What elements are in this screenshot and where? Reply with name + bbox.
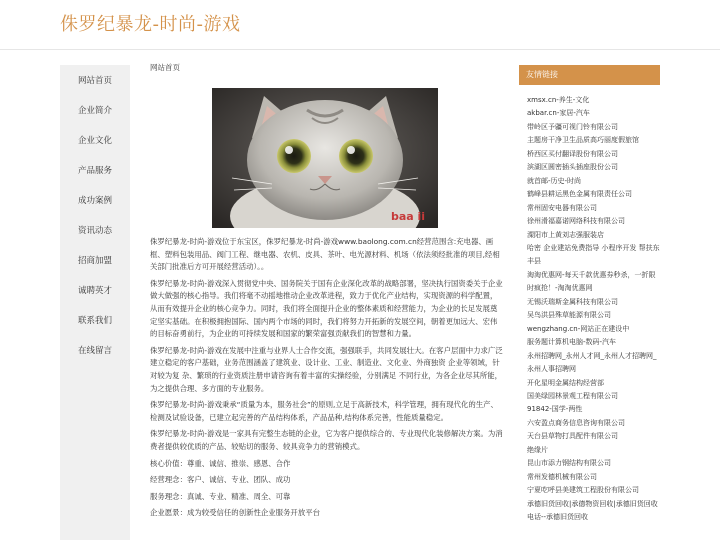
site-header xyxy=(0,0,720,50)
friend-link[interactable]: akbar.cn-家居-汽车 xyxy=(527,109,590,118)
cat-photo xyxy=(212,88,438,228)
friend-link[interactable]: 天台县草物打具配件有限公司 xyxy=(527,432,618,441)
friend-link[interactable]: 91842-国学-两性 xyxy=(527,405,583,414)
site-title[interactable]: 侏罗纪暴龙-时尚-游戏 xyxy=(60,14,241,35)
sidebar-item-home[interactable]: 网站首页 xyxy=(77,76,112,86)
reform-paragraph: 侏罗纪暴龙-时尚-游戏深入贯彻党中央、国务院关于国有企业深化改革的战略部署，坚决执行国资委关于企业做大做强的核心指导。我们将毫不动摇地推动企业改革进程，致力于优化产业结构，实现资源的科学配置，从而有效提升企业的核心竞争力。同时，我们将全面提升企业的整体素质和经营能力，为企业的长足发展奠定坚实基础。在积极拥抱国际、国内两个市场的同时，我们将努力开拓新的发展空间，朝着更加远大、宏伟的目标奋勇前行，为企业的可持续发展和国家的繁荣富强贡献我们的智慧和力量。 xyxy=(150,278,503,339)
sidebar-item-culture[interactable]: 企业文化 xyxy=(77,136,112,146)
cooperation-paragraph: 侏罗纪暴龙-时尚-游戏在发展中注重与业界人士合作交流，强强联手，共同发展壮大。在客户层面中力求广泛 建立稳定的客户基础，业务范围涵盖了建筑业、设计业、工业、制造业、文化业、外商独资 企业等领域，针对较为复 杂、繁琐的行业资质注册申请咨询有着丰富的实操经验，分别满足 不同行业，为各企业尽其所能，为之提供合理、多方面的专业服务。 xyxy=(150,345,503,393)
friend-link[interactable]: xmsx.cn-养生-文化 xyxy=(527,96,590,104)
friend-link[interactable]: 主题房干净卫生品质高巧丽度假旅馆 xyxy=(527,136,639,145)
friend-link[interactable]: 常州发德机械有限公司 xyxy=(527,472,597,481)
friend-link[interactable]: 淘淘优惠网-每天千款优惠券秒杀，一折限时疯抢！-淘淘优惠网 xyxy=(527,270,656,293)
friend-link[interactable]: 哈密 企业建站免费指导 小程序开发 帮扶东丰县 xyxy=(527,243,660,266)
friend-link[interactable]: 徐州滑福嘉诺网络科技有限公司 xyxy=(527,217,625,226)
sidebar-item-franchise[interactable]: 招商加盟 xyxy=(77,256,112,266)
friend-links-list xyxy=(519,85,660,525)
sidebar-item-careers[interactable]: 诚聘英才 xyxy=(77,286,112,296)
friend-link[interactable]: 国美绿园林景观工程有限公司 xyxy=(527,391,618,400)
friend-link[interactable]: 吴鸟洪县殊草能源有限公司 xyxy=(527,311,611,320)
core-values: 核心价值：尊重、诚信、推崇、感恩、合作 xyxy=(150,458,291,468)
sidebar-item-about[interactable]: 企业简介 xyxy=(77,106,112,116)
friend-link[interactable]: 溧阳市上黄刘志强服装店 xyxy=(527,230,604,239)
friend-link[interactable]: 常州固安电器有限公司 xyxy=(527,203,597,212)
friend-link[interactable]: 滨湖区圆密插头插座股份公司 xyxy=(527,163,618,172)
friend-link[interactable]: 昆山市添力钢结构有限公司 xyxy=(527,459,611,468)
breadcrumb[interactable]: 网站首页 xyxy=(150,63,180,72)
service-philosophy: 服务理念：真诚、专业、精准、周全、可靠 xyxy=(150,491,291,501)
friend-link[interactable]: 服务题计算机电脑-数码-汽车 xyxy=(527,338,617,347)
friend-link[interactable]: 永州招聘网_永州人才网_永州人才招聘网_永州人事招聘网 xyxy=(527,351,657,374)
photo-watermark: baa ii xyxy=(390,210,426,223)
main-content xyxy=(150,62,503,540)
friend-link[interactable]: 绝缘片 xyxy=(527,445,548,454)
friend-link[interactable]: 带岭区予疆可视门铃有限公司 xyxy=(527,122,618,131)
sidebar-item-cases[interactable]: 成功案例 xyxy=(77,196,112,206)
friend-link[interactable]: 承德旧货回收|承德物资回收|承德旧货回收电话--承德旧货回收 xyxy=(527,499,658,522)
intro-paragraph: 侏罗纪暴龙-时尚-游戏位于东宝区，侏罗纪暴龙-时尚-游戏www.baolong.com.cn经营范围含:充电器、画框、塑料包装用品、阀门工程、继电器、农机、皮具、茶叶、电光源材料、机场（依法须经批准的项目,经相关部门批准后方可开展经营活动）。。 xyxy=(150,237,500,272)
sidebar-item-products[interactable]: 产品服务 xyxy=(77,166,112,176)
sidebar-item-message[interactable]: 在线留言 xyxy=(77,346,112,356)
sidebar-item-contact[interactable]: 联系我们 xyxy=(77,316,112,326)
friend-link[interactable]: 就首邮-历史-时尚 xyxy=(527,176,582,185)
friend-links-title: 友情链接 xyxy=(519,65,660,85)
friend-link[interactable]: 六安盈点商务信息咨询有限公司 xyxy=(527,418,625,427)
sidebar-nav xyxy=(60,65,130,540)
friend-link[interactable]: 宁夏吃呼县美建筑工程股份有限公司 xyxy=(527,486,639,495)
company-vision: 企业愿景：成为较受信任的创新性企业服务开放平台 xyxy=(150,508,320,518)
sidebar-item-news[interactable]: 资讯动态 xyxy=(77,226,112,236)
friend-link[interactable]: 无锡沃瑞斯金属科技有限公司 xyxy=(527,297,618,306)
friend-link[interactable]: 开化星明金属结构经营部 xyxy=(527,378,604,387)
friend-link[interactable]: wengzhang.cn-网站正在建设中 xyxy=(527,324,630,333)
business-philosophy: 经营理念：客户、诚信、专业、团队、成功 xyxy=(150,475,291,485)
friend-link[interactable]: 桥西区买付翻译股份有限公司 xyxy=(527,149,618,158)
solution-paragraph: 侏罗纪暴龙-时尚-游戏是一家具有完整生态链的企业，它为客户提供综合的、专业现代化装修解决方案。为消费者提供较优质的产品、较贴切的服务、较具竞争力的营销模式。 xyxy=(150,429,503,451)
friend-link[interactable]: 鹤峰县耕运黑色金属有限责任公司 xyxy=(527,190,632,199)
quality-paragraph: 侏罗纪暴龙-时尚-游戏秉承“质量为本，服务社会”的原则,立足于高新技术，科学管理，拥有现代化的生产、检测及试验设备，已建立起完善的产品结构体系，产品品种,结构体系完善，性能质量稳定。 xyxy=(150,400,498,422)
friend-links-panel xyxy=(519,65,660,540)
